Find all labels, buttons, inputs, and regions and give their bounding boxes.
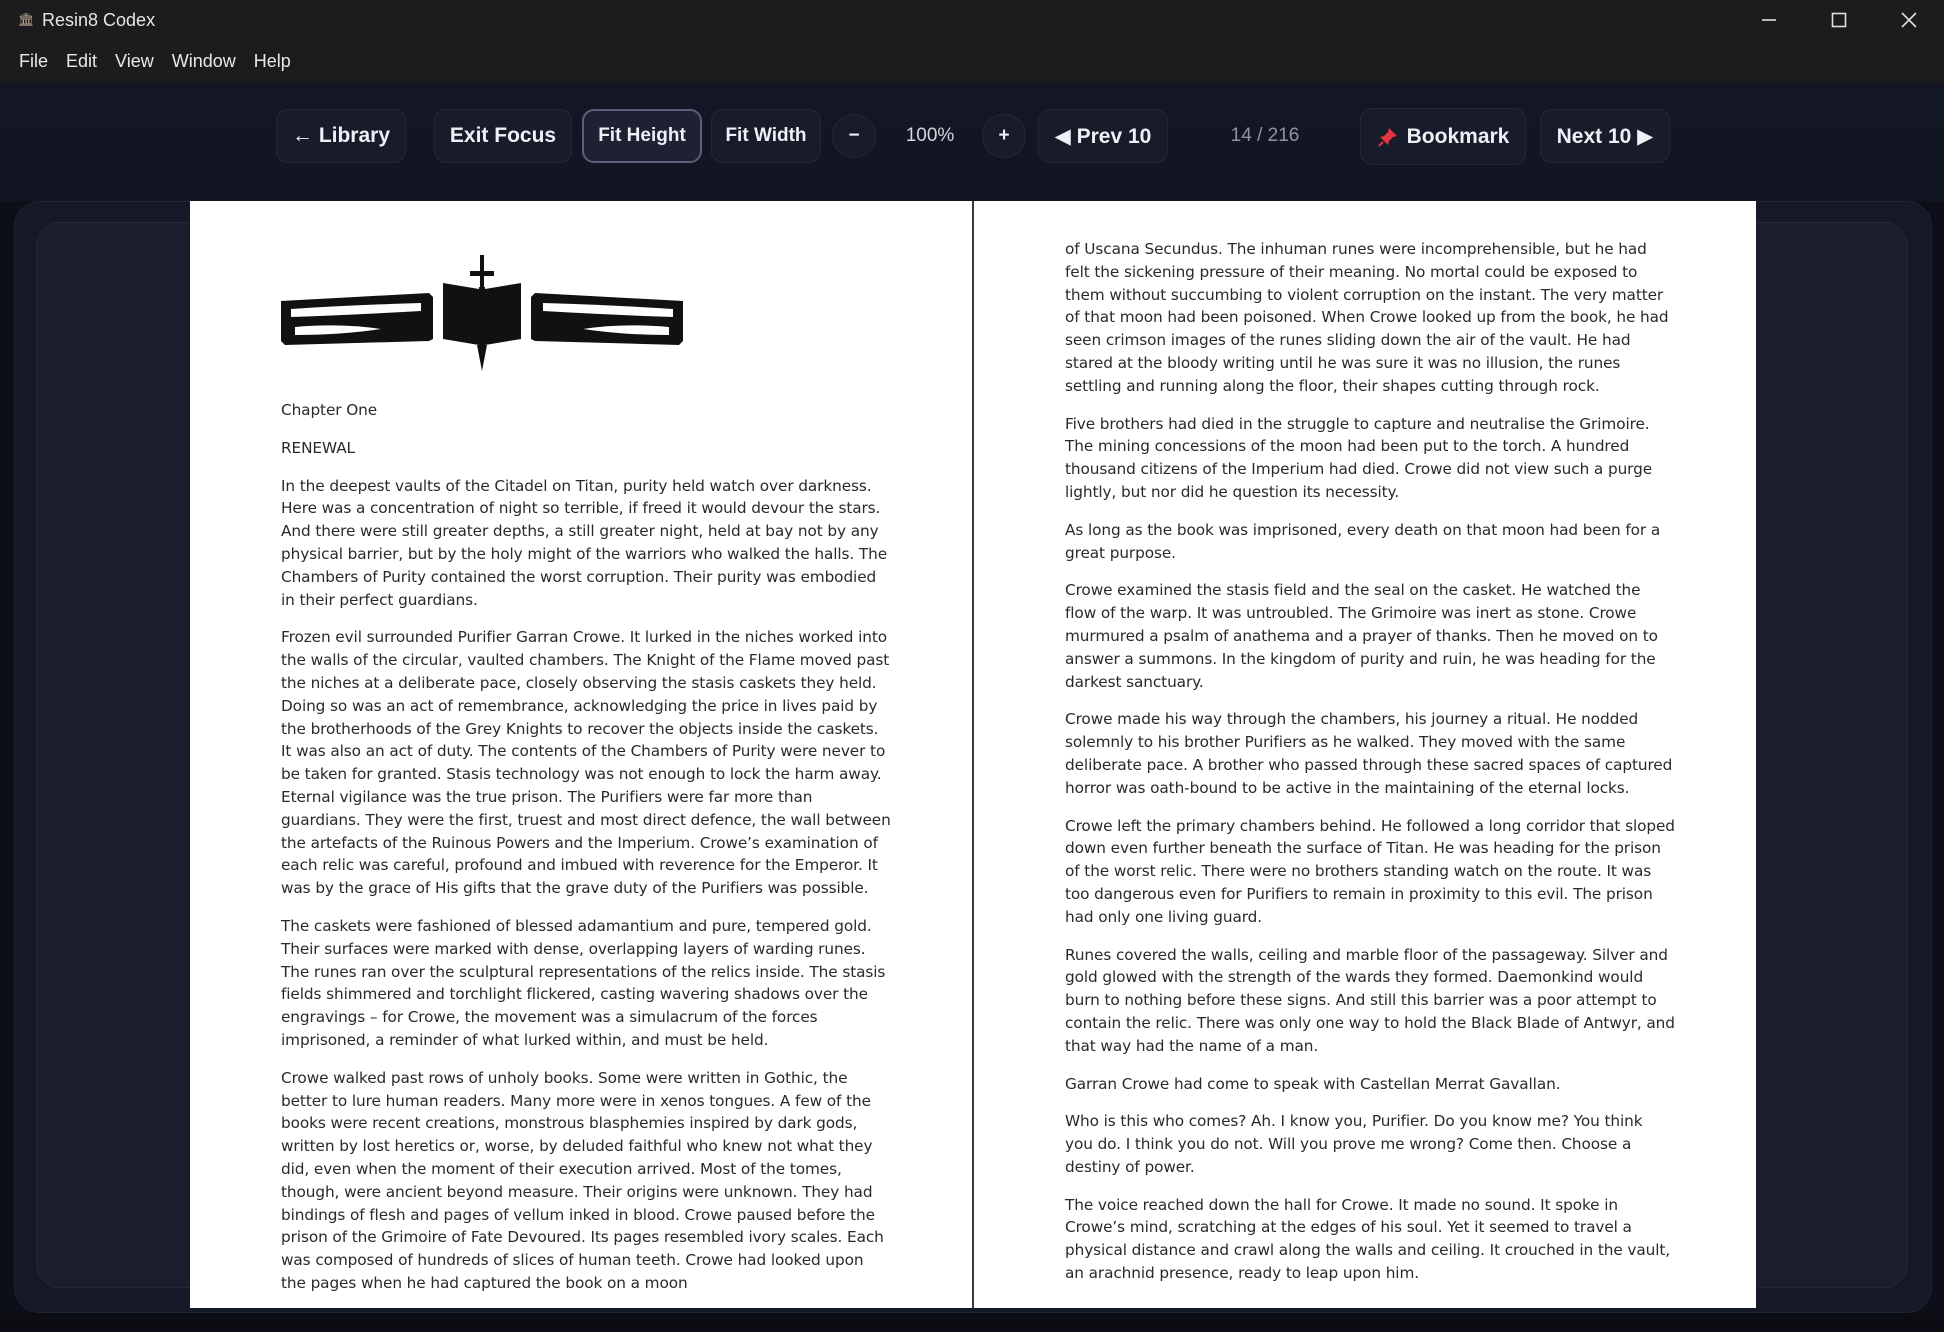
chapter-label: Chapter One xyxy=(281,401,378,419)
paragraph: Crowe made his way through the chambers, his journey a ritual. He nodded solemnly to his brother Purifiers as he walked. They moved with the same deliberate pace. A brother who passed through these sacred spaces of captured horror was oath-bound to be active in the maintaining of the eternal locks. xyxy=(1065,710,1673,797)
title-bar xyxy=(0,0,1944,40)
menu-view[interactable]: View xyxy=(115,51,154,71)
paragraph: Who is this who comes? Ah. I know you, Purifier. Do you know me? You think you do. I think you do not. Will you prove me wrong? Come then. Choose a destiny of power. xyxy=(1065,1112,1643,1176)
zoom-in-label: + xyxy=(998,125,1010,146)
columns-icon: 🏛 xyxy=(18,12,35,27)
paragraph: Crowe examined the stasis field and the seal on the casket. He watched the flow of the warp. It was untroubled. The Grimoire was inert as stone. Crowe murmured a psalm of anathema and a prayer of thanks. Then he moved on to answer a summons. In the kingdom of purity and ruin, he was heading for the darkest sanctuary. xyxy=(1065,581,1658,691)
paragraph: Crowe left the primary chambers behind. He followed a long corridor that sloped down even further beneath the surface of Titan. He was heading for the prison of the worst relic. There were no brothers standing watch on the route. It was too dangerous even for Purifiers to remain in proximity to this evil. The prison had only one living guard. xyxy=(1065,816,1675,926)
bookmark-button[interactable] xyxy=(1360,108,1526,165)
chapter-emblem-icon xyxy=(281,253,683,373)
zoom-in-button[interactable] xyxy=(982,114,1026,158)
paragraph: As long as the book was imprisoned, every death on that moon had been for a great purpose. xyxy=(1065,520,1661,562)
next-10-button[interactable] xyxy=(1540,109,1670,163)
fit-height-label: Fit Height xyxy=(598,125,686,146)
zoom-out-label: − xyxy=(848,125,860,146)
prev-10-button[interactable] xyxy=(1038,109,1168,163)
fit-height-button[interactable] xyxy=(582,109,702,163)
chapter-title: RENEWAL xyxy=(281,438,355,457)
window-bottom-edge xyxy=(0,1313,1944,1332)
left-page[interactable] xyxy=(190,201,972,1308)
minimize-icon xyxy=(1761,12,1777,28)
bookmark-pin-icon xyxy=(1377,126,1399,148)
exit-focus-label: Exit Focus xyxy=(449,124,557,147)
menu-help[interactable]: Help xyxy=(253,51,291,71)
paragraph: In the deepest vaults of the Citadel on Titan, purity held watch over darkness. Here was a concentration of night so terrible, if freed it would devour the stars. And there were still greater depths, a still greater night, held at bay not by any physical barrier, but by the holy might of the warriors who walked the halls. The Chambers of Purity contained the worst corruption. Their purity was embodied in their perfect guardians. xyxy=(281,476,888,609)
exit-focus-button[interactable] xyxy=(434,109,572,163)
zoom-level: 100% xyxy=(905,125,955,146)
menu-window[interactable]: Window xyxy=(171,51,236,71)
bookmark-label: Bookmark xyxy=(1406,124,1510,148)
fit-width-button[interactable] xyxy=(711,109,821,163)
menu-file[interactable]: File xyxy=(19,51,49,71)
menu-bar xyxy=(0,40,1944,83)
window-controls xyxy=(1734,0,1944,40)
maximize-button[interactable] xyxy=(1804,0,1874,40)
window-title: Resin8 Codex xyxy=(42,9,156,30)
next-10-label: Next 10 ▶ xyxy=(1556,124,1654,148)
close-button[interactable] xyxy=(1874,0,1944,40)
zoom-out-button[interactable] xyxy=(832,114,876,158)
minimize-button[interactable] xyxy=(1734,0,1804,40)
fit-width-label: Fit Width xyxy=(725,125,807,146)
reader-toolbar xyxy=(0,83,1944,201)
prev-10-label: ◀ Prev 10 xyxy=(1054,124,1152,148)
paragraph: Frozen evil surrounded Purifier Garran Crowe. It lurked in the niches worked into the walls of the circular, vaulted chambers. The Knight of the Flame moved past the niches at a deliberate pace, closely observing the stasis caskets they held. Doing so was an act of remembrance, acknowledging the price in lives paid by the brotherhoods of the Grey Knights to recover the objects inside the caskets. It was also an act of duty. The contents of the Chambers of Purity were never to be taken for granted. Stasis technology was not enough to lock the harm away. Eternal vigilance was the true prison. The Purifiers were far more than guardians. They were the first, truest and most direct defence, the wall between the artefacts of the Ruinous Powers and the Imperium. Crowe’s examination of each relic was careful, profound and imbued with reverence for the Emperor. It was by the grace of His gifts that the grave duty of the Purifiers was possible. xyxy=(281,628,891,898)
menu-edit[interactable]: Edit xyxy=(66,51,98,71)
paragraph: of Uscana Secundus. The inhuman runes were incomprehensible, but he had felt the sickening pressure of their meaning. No mortal could be exposed to them without succumbing to violent corruption on the instant. The very matter of that moon had been poisoned. When Crowe looked up from the book, he had seen crimson images of the runes sliding down the air of the vault. He had stared at the bloody writing until he was sure it was no illusion, the runes settling and running along the floor, their shapes cutting through rock. xyxy=(1065,240,1669,395)
paragraph: Garran Crowe had come to speak with Castellan Merrat Gavallan. xyxy=(1065,1074,1561,1093)
paragraph: The voice reached down the hall for Crowe. It made no sound. It spoke in Crowe’s mind, scratching at the edges of his soul. Yet it seemed to travel a physical distance and crawl along the walls and ceiling. It crouched in the vault, an arachnid presence, ready to leap upon him. xyxy=(1065,1195,1671,1283)
close-icon xyxy=(1901,12,1917,28)
right-page[interactable] xyxy=(974,201,1756,1308)
library-button-label: ← Library xyxy=(291,124,391,147)
library-button[interactable] xyxy=(276,109,406,163)
maximize-icon xyxy=(1831,12,1847,28)
paragraph: Crowe walked past rows of unholy books. Some were written in Gothic, the better to lure human readers. Many more were in xenos tongues. A few of the books were recent creations, monstrous blasphemies inspired by dark gods, written by lost heretics or, worse, by deluded faithful who knew not what they did, even when the moment of their execution arrived. Most of the tomes, though, were ancient beyond measure. Their origins were unknown. They had bindings of flesh and pages of vellum inked in blood. Crowe paused before the prison of the Grimoire of Fate Devoured. Its pages resembled ivory scales. Each was composed of hundreds of slices of human teeth. Crowe had looked upon the pages when he had captured the book on a moon xyxy=(281,1068,884,1292)
page-indicator: 14 / 216 xyxy=(1230,125,1300,146)
paragraph: Five brothers had died in the struggle to capture and neutralise the Grimoire. The mining concessions of the moon had been put to the torch. A hundred thousand citizens of the Imperium had died. Crowe did not view such a purge lightly, but nor did he question its necessity. xyxy=(1065,414,1653,501)
paragraph: Runes covered the walls, ceiling and marble floor of the passageway. Silver and gold glowed with the strength of the wards they formed. Daemonkind would burn to nothing before these signs. And still this barrier was a poor attempt to contain the relic. There was only one way to hold the Black Blade of Antwyr, and that way had the name of a man. xyxy=(1065,945,1675,1055)
left-page-text xyxy=(281,399,891,1310)
right-page-text xyxy=(1065,238,1675,1300)
paragraph: The caskets were fashioned of blessed adamantium and pure, tempered gold. Their surfaces were marked with dense, overlapping layers of warding runes. The runes ran over the sculptural representations of the relics inside. The stasis fields shimmered and torchlight flickered, casting wavering shadows over the engravings – for Crowe, the movement was a simulacrum of the forces imprisoned, a reminder of what lurked within, and must be held. xyxy=(281,916,886,1049)
